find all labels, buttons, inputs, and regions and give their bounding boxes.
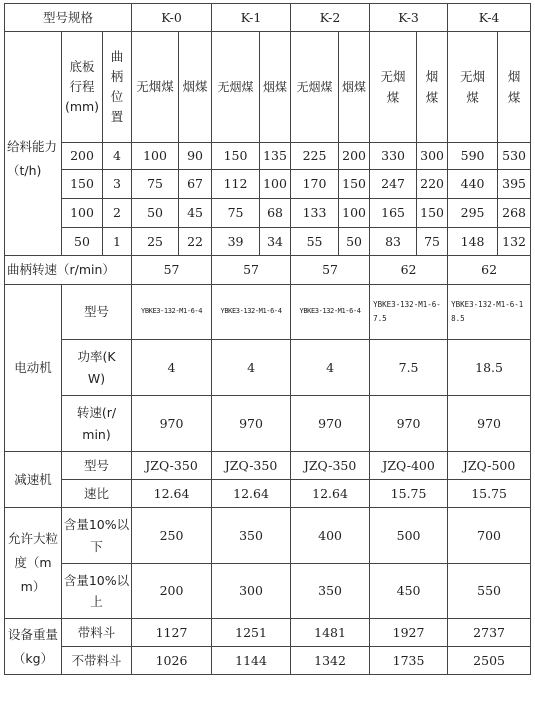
- feed-cell: 39: [212, 228, 260, 256]
- granularity-below-k2: 400: [291, 508, 370, 564]
- motor-speed-k4: 970: [448, 396, 531, 452]
- feed-cell: 100: [339, 199, 370, 228]
- crank-speed-k3: 62: [370, 256, 448, 285]
- feed-row: [5, 170, 531, 199]
- granularity-below-k3: 500: [370, 508, 448, 564]
- motor-model-k1: YBKE3-132-M1-6-4: [212, 285, 291, 340]
- feed-capacity-label: [5, 32, 62, 256]
- crank-pos-value: 2: [103, 199, 132, 228]
- crank-speed-k0: 57: [132, 256, 212, 285]
- granularity-above-k3: 450: [370, 564, 448, 619]
- weight-without-hopper-k1: 1144: [212, 647, 291, 675]
- feed-subheader-row: [5, 32, 531, 143]
- weight-without-hopper-k0: 1026: [132, 647, 212, 675]
- stroke-value: 50: [62, 228, 103, 256]
- model-spec-header: 型号规格: [5, 4, 132, 32]
- coal-anthracite-k3: 无烟煤: [370, 32, 417, 143]
- crank-speed-k2: 57: [291, 256, 370, 285]
- crank-speed-row: [5, 256, 531, 285]
- motor-model-label: 型号: [62, 285, 132, 340]
- feed-row: [5, 199, 531, 228]
- motor-model-k0: YBKE3-132-M1-6-4: [132, 285, 212, 340]
- granularity-label: 允许大粒度（mm）: [5, 508, 62, 619]
- feed-cell: 132: [498, 228, 531, 256]
- weight-without-hopper-k2: 1342: [291, 647, 370, 675]
- granularity-below-row: [5, 508, 531, 564]
- motor-power-k4: 18.5: [448, 340, 531, 396]
- feed-cell: 100: [260, 170, 291, 199]
- reducer-ratio-k0: 12.64: [132, 480, 212, 508]
- feed-cell: 75: [212, 199, 260, 228]
- spec-table: [4, 3, 531, 675]
- reducer-model-k4: JZQ-500: [448, 452, 531, 480]
- model-header-k3: K-3: [370, 4, 448, 32]
- stroke-value: 150: [62, 170, 103, 199]
- feed-row: [5, 143, 531, 170]
- motor-speed-row: [5, 396, 531, 452]
- feed-cell: 220: [417, 170, 448, 199]
- weight-with-hopper-k3: 1927: [370, 619, 448, 647]
- motor-power-k1: 4: [212, 340, 291, 396]
- feed-cell: 133: [291, 199, 339, 228]
- weight-with-hopper-k4: 2737: [448, 619, 531, 647]
- granularity-below-k1: 350: [212, 508, 291, 564]
- feed-cell: 395: [498, 170, 531, 199]
- coal-anthracite-k2: 无烟煤: [291, 32, 339, 143]
- granularity-above-k4: 550: [448, 564, 531, 619]
- feed-cell: 112: [212, 170, 260, 199]
- feed-cell: 55: [291, 228, 339, 256]
- feed-cell: 100: [132, 143, 179, 170]
- feed-cell: 34: [260, 228, 291, 256]
- weight-with-hopper-k2: 1481: [291, 619, 370, 647]
- feed-cell: 50: [132, 199, 179, 228]
- motor-speed-k0: 970: [132, 396, 212, 452]
- crank-position-label: 曲柄位置: [103, 32, 132, 143]
- motor-speed-k2: 970: [291, 396, 370, 452]
- feed-cell: 75: [132, 170, 179, 199]
- feed-cell: 590: [448, 143, 498, 170]
- stroke-value: 200: [62, 143, 103, 170]
- feed-cell: 530: [498, 143, 531, 170]
- feed-cell: 150: [417, 199, 448, 228]
- reducer-model-k2: JZQ-350: [291, 452, 370, 480]
- feed-cell: 150: [339, 170, 370, 199]
- feed-cell: 90: [179, 143, 212, 170]
- reducer-ratio-k4: 15.75: [448, 480, 531, 508]
- reducer-ratio-label: 速比: [62, 480, 132, 508]
- feed-cell: 75: [417, 228, 448, 256]
- crank-speed-k1: 57: [212, 256, 291, 285]
- weight-with-hopper-label: 带料斗: [62, 619, 132, 647]
- feed-cell: 225: [291, 143, 339, 170]
- crank-speed-k4: 62: [448, 256, 531, 285]
- feed-cell: 440: [448, 170, 498, 199]
- weight-label: 设备重量（kg）: [5, 619, 62, 675]
- feed-cell: 135: [260, 143, 291, 170]
- coal-anthracite-k1: 无烟煤: [212, 32, 260, 143]
- weight-with-hopper-k1: 1251: [212, 619, 291, 647]
- reducer-model-row: [5, 452, 531, 480]
- model-header-k1: K-1: [212, 4, 291, 32]
- coal-bituminous-k4: 烟煤: [498, 32, 531, 143]
- crank-pos-value: 3: [103, 170, 132, 199]
- reducer-model-k0: JZQ-350: [132, 452, 212, 480]
- weight-with-hopper-k0: 1127: [132, 619, 212, 647]
- model-header-k0: K-0: [132, 4, 212, 32]
- coal-bituminous-k3: 烟煤: [417, 32, 448, 143]
- feed-cell: 148: [448, 228, 498, 256]
- motor-model-k4: YBKE3-132-M1-6-18.5: [448, 285, 531, 340]
- reducer-model-k1: JZQ-350: [212, 452, 291, 480]
- feed-cell: 45: [179, 199, 212, 228]
- stroke-value: 100: [62, 199, 103, 228]
- feed-cell: 330: [370, 143, 417, 170]
- coal-bituminous-k0: 烟煤: [179, 32, 212, 143]
- weight-no-hopper-row: [5, 647, 531, 675]
- feed-cell: 150: [212, 143, 260, 170]
- weight-without-hopper-label: 不带料斗: [62, 647, 132, 675]
- coal-anthracite-k4: 无烟煤: [448, 32, 498, 143]
- crank-speed-label: 曲柄转速（r/min）: [5, 256, 132, 285]
- motor-model-k3: YBKE3-132-M1-6-7.5: [370, 285, 448, 340]
- reducer-model-label: 型号: [62, 452, 132, 480]
- feed-cell: 200: [339, 143, 370, 170]
- motor-power-k0: 4: [132, 340, 212, 396]
- granularity-above-k0: 200: [132, 564, 212, 619]
- granularity-above-k2: 350: [291, 564, 370, 619]
- feed-cell: 22: [179, 228, 212, 256]
- weight-without-hopper-k3: 1735: [370, 647, 448, 675]
- feed-row: [5, 228, 531, 256]
- feed-cell: 68: [260, 199, 291, 228]
- crank-pos-value: 1: [103, 228, 132, 256]
- reducer-label: 减速机: [5, 452, 62, 508]
- crank-pos-value: 4: [103, 143, 132, 170]
- feed-cell: 300: [417, 143, 448, 170]
- feed-cell: 247: [370, 170, 417, 199]
- motor-speed-k1: 970: [212, 396, 291, 452]
- feed-cell: 83: [370, 228, 417, 256]
- feed-cell: 295: [448, 199, 498, 228]
- header-row: [5, 4, 531, 32]
- reducer-ratio-row: [5, 480, 531, 508]
- motor-power-k2: 4: [291, 340, 370, 396]
- feed-cell: 67: [179, 170, 212, 199]
- weight-hopper-row: [5, 619, 531, 647]
- reducer-model-k3: JZQ-400: [370, 452, 448, 480]
- motor-power-label: 功率(KW): [62, 340, 132, 396]
- motor-speed-k3: 970: [370, 396, 448, 452]
- coal-bituminous-k2: 烟煤: [339, 32, 370, 143]
- motor-speed-label: 转速(r/min): [62, 396, 132, 452]
- granularity-below-label: 含量10%以下: [62, 508, 132, 564]
- motor-power-k3: 7.5: [370, 340, 448, 396]
- feed-cell: 165: [370, 199, 417, 228]
- coal-anthracite-k0: 无烟煤: [132, 32, 179, 143]
- granularity-below-k0: 250: [132, 508, 212, 564]
- reducer-ratio-k3: 15.75: [370, 480, 448, 508]
- reducer-ratio-k2: 12.64: [291, 480, 370, 508]
- spec-table-wrapper: [4, 3, 531, 675]
- feed-cell: 170: [291, 170, 339, 199]
- granularity-above-k1: 300: [212, 564, 291, 619]
- granularity-above-label: 含量10%以上: [62, 564, 132, 619]
- motor-model-row: [5, 285, 531, 340]
- granularity-above-row: [5, 564, 531, 619]
- base-stroke-label: 底板行程(mm): [62, 32, 103, 143]
- feed-cell: 268: [498, 199, 531, 228]
- motor-power-row: [5, 340, 531, 396]
- reducer-ratio-k1: 12.64: [212, 480, 291, 508]
- granularity-below-k4: 700: [448, 508, 531, 564]
- motor-model-k2: YBKE3-132-M1-6-4: [291, 285, 370, 340]
- weight-without-hopper-k4: 2505: [448, 647, 531, 675]
- feed-cell: 25: [132, 228, 179, 256]
- motor-label: 电动机: [5, 285, 62, 452]
- feed-capacity-text: 给料能力（t/h): [7, 138, 58, 178]
- feed-cell: 50: [339, 228, 370, 256]
- model-header-k4: K-4: [448, 4, 531, 32]
- model-header-k2: K-2: [291, 4, 370, 32]
- coal-bituminous-k1: 烟煤: [260, 32, 291, 143]
